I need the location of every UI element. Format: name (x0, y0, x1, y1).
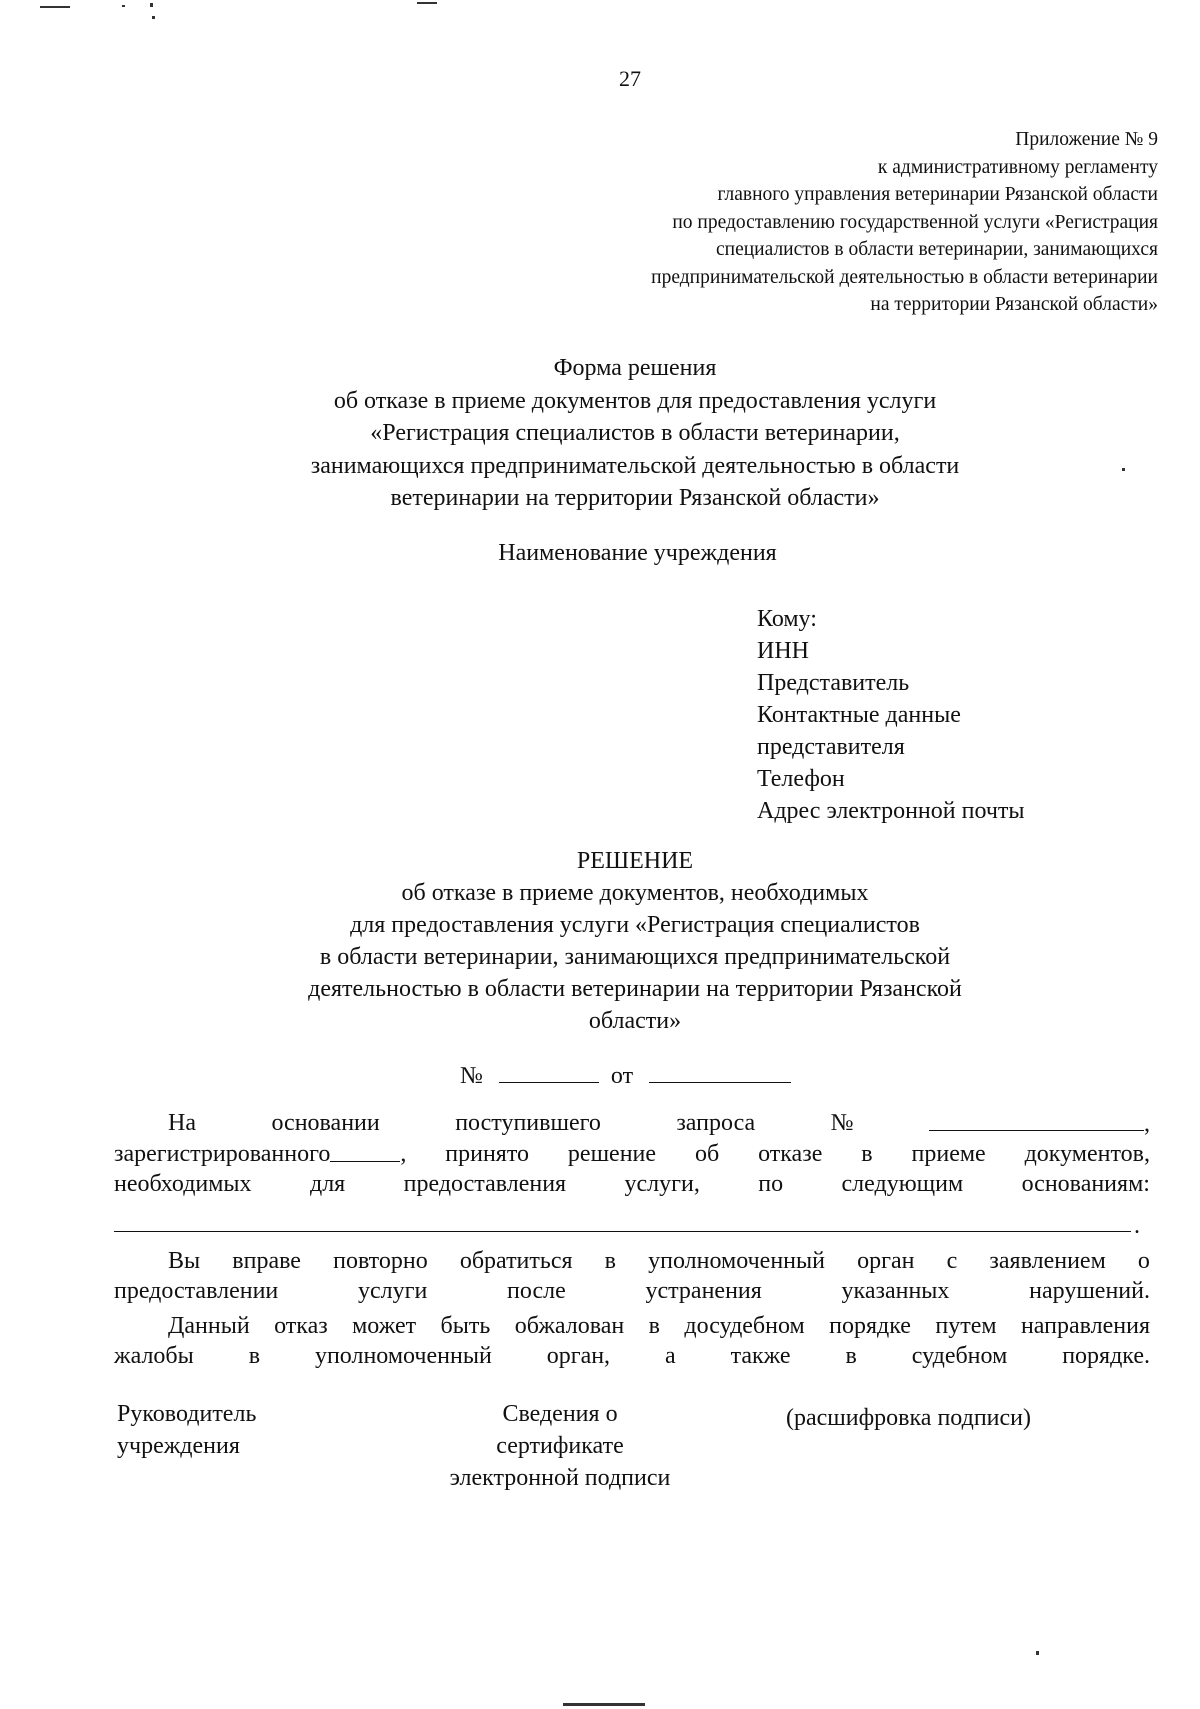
from-label: от (610, 1063, 634, 1089)
form-title-line: об отказе в приеме документов для предоставления услуги (333, 387, 937, 414)
basis-word: основании (271, 1110, 380, 1136)
scan-speck (417, 2, 437, 4)
recipient-line: Телефон (757, 766, 845, 792)
basis-line-3 (114, 1169, 1150, 1199)
appeal-line-2: жалобы в уполномоченный орган, а также в судебном порядке. (114, 1343, 1150, 1369)
reapply-word: Вы (168, 1248, 201, 1274)
decision-number-line (460, 1060, 791, 1090)
reapply-word: в (604, 1248, 617, 1274)
appeal-line-1: Данный отказ может быть обжалован в досудебном порядке путем направления (168, 1313, 1150, 1339)
scan-speck (40, 6, 70, 8)
basis-word: № (830, 1110, 854, 1136)
signature-head-line: Руководитель (117, 1401, 257, 1427)
basis-word: предоставления (403, 1171, 567, 1197)
page-number: 27 (619, 66, 641, 91)
recipient-line: Адрес электронной почты (757, 798, 1025, 824)
reapply-word: повторно (333, 1248, 428, 1274)
basis-word: услуги, (624, 1171, 700, 1197)
signature-head-line: учреждения (117, 1433, 240, 1459)
basis-paragraph (114, 1108, 1150, 1199)
appendix-line: специалистов в области ветеринарии, занимающихся (716, 239, 1158, 260)
number-sign: № (460, 1063, 483, 1089)
decision-heading: РЕШЕНИЕ (576, 848, 694, 874)
basis-word: основаниям: (1021, 1171, 1150, 1197)
basis-word: На (168, 1110, 196, 1136)
reapply-word: орган (857, 1248, 915, 1274)
signature-decode: (расшифровка подписи) (786, 1405, 1031, 1431)
decision-line: для предоставления услуги «Регистрация специалистов (350, 912, 920, 938)
scan-speck (122, 5, 125, 7)
scan-speck (1036, 1651, 1039, 1655)
decision-date-blank (649, 1060, 791, 1083)
recipient-line: Кому: (757, 606, 817, 632)
appeal-paragraph (114, 1311, 1150, 1371)
basis-word: по (758, 1171, 784, 1197)
signature-head (117, 1398, 256, 1462)
reapply-word: заявлением (989, 1248, 1106, 1274)
reapply-line-2: предоставлении услуги после устранения указанных нарушений. (114, 1278, 1150, 1304)
form-title-line: ветеринарии на территории Рязанской области» (390, 485, 880, 511)
decision-line: об отказе в приеме документов, необходимых (401, 880, 869, 906)
scan-speck (150, 3, 153, 7)
registration-blank (330, 1139, 400, 1162)
appendix-line: по предоставлению государственной услуги «Регистрация (672, 211, 1158, 233)
form-title-line: Форма решения (553, 355, 717, 381)
recipient-line: Контактные данные (757, 702, 961, 728)
decision-line: области» (588, 1008, 682, 1034)
reapply-line-1 (114, 1246, 1150, 1276)
decision-number-blank (499, 1060, 599, 1083)
decision-title (200, 845, 1070, 1037)
scan-speck (563, 1703, 645, 1706)
appendix-line: на территории Рязанской области» (870, 294, 1158, 315)
reapply-word: с (946, 1248, 958, 1274)
appendix-line: главного управления ветеринарии Рязанской области (717, 184, 1158, 205)
appendix-line: Приложение № 9 (1015, 129, 1158, 150)
appendix-line: к административному регламенту (877, 156, 1158, 178)
reapply-word: вправе (232, 1248, 301, 1274)
institution-name-label: Наименование учреждения (498, 540, 777, 566)
decision-line: деятельностью в области ветеринарии на территории Рязанской (308, 976, 962, 1002)
form-title-line: занимающихся предпринимательской деятельностью в области (310, 452, 960, 479)
basis-word: запроса (676, 1110, 756, 1136)
basis-word: следующим (841, 1171, 964, 1197)
reapply-word: о (1137, 1248, 1150, 1274)
period: . (1134, 1213, 1140, 1239)
appendix-header (438, 126, 1158, 319)
signature-certificate (420, 1398, 700, 1494)
reapply-paragraph (114, 1246, 1150, 1306)
reapply-word: обратиться (459, 1248, 573, 1274)
recipient-block (757, 603, 1025, 827)
decision-line: в области ветеринарии, занимающихся предпринимательской (319, 944, 951, 970)
certificate-line: Сведения о (502, 1401, 618, 1427)
recipient-line: представителя (757, 734, 905, 760)
appendix-line: предпринимательской деятельностью в области ветеринарии (651, 266, 1158, 288)
recipient-line: ИНН (757, 638, 809, 664)
basis-line-2 (114, 1139, 1150, 1169)
basis-line-1 (114, 1108, 1150, 1139)
registered-word: зарегистрированного (114, 1141, 331, 1167)
reapply-word: уполномоченный (648, 1248, 825, 1274)
recipient-line: Представитель (757, 670, 910, 696)
basis-line-2-text: , принято решение об отказе в приеме документов, (400, 1141, 1150, 1167)
request-number-blank (929, 1108, 1144, 1131)
comma: , (1143, 1111, 1150, 1137)
grounds-blank-line (114, 1231, 1131, 1232)
certificate-line: электронной подписи (449, 1465, 671, 1491)
scan-speck (1122, 468, 1125, 471)
request-number-field (929, 1108, 1150, 1139)
scan-speck (152, 16, 155, 19)
certificate-line: сертификате (496, 1433, 624, 1459)
basis-word: для (309, 1171, 346, 1197)
basis-word: поступившего (455, 1110, 601, 1136)
basis-word: необходимых (114, 1171, 252, 1197)
form-title-line: «Регистрация специалистов в области ветеринарии, (370, 420, 900, 446)
form-title (200, 352, 1070, 515)
